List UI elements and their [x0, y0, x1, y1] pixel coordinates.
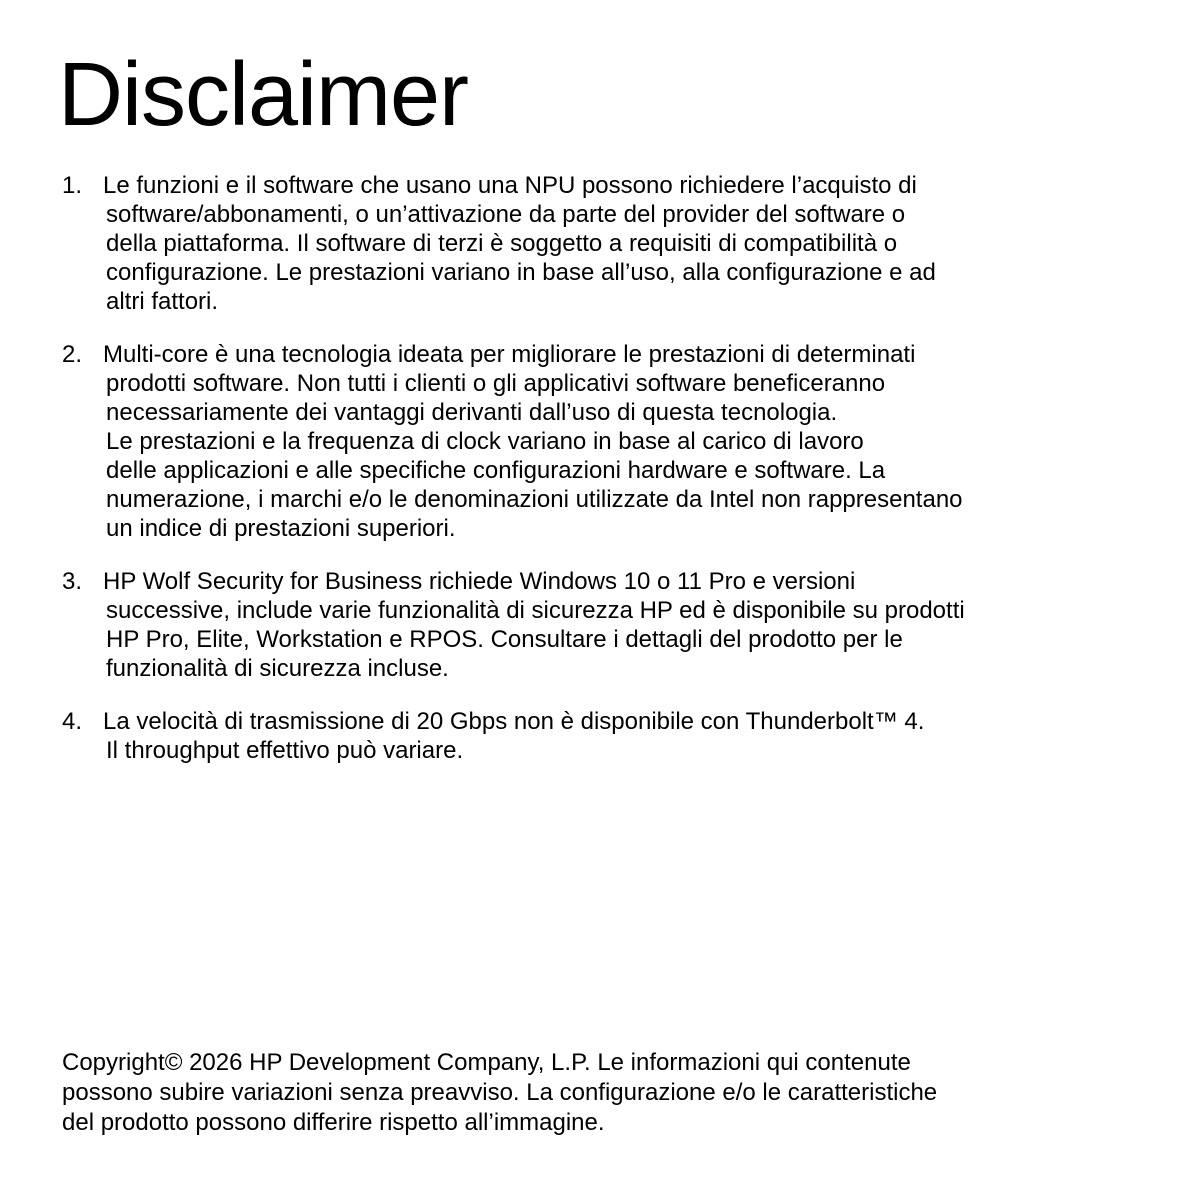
item-number: 4.	[62, 708, 83, 735]
disclaimer-list	[62, 171, 1162, 789]
item-text-line: delle applicazioni e alle specifiche configurazioni hardware e software. La	[106, 457, 886, 484]
copyright-footer	[62, 1048, 937, 1138]
item-text-line: altri fattori.	[106, 288, 219, 315]
disclaimer-item	[62, 567, 1162, 683]
item-text-line: HP Wolf Security for Business richiede Windows 10 o 11 Pro e versioni	[103, 568, 856, 595]
item-text-line: software/abbonamenti, o un’attivazione da parte del provider del software o	[106, 201, 906, 228]
item-text-line: della piattaforma. Il software di terzi è soggetto a requisiti di compatibilità o	[106, 230, 898, 257]
item-text-line: successive, include varie funzionalità di sicurezza HP ed è disponibile su prodotti	[106, 597, 965, 624]
disclaimer-item	[62, 340, 1162, 543]
item-text-line: configurazione. Le prestazioni variano in base all’uso, alla configurazione e ad	[106, 259, 936, 286]
item-text-line: Le funzioni e il software che usano una NPU possono richiedere l’acquisto di	[103, 172, 917, 199]
item-text-line: prodotti software. Non tutti i clienti o gli applicativi software beneficeranno	[106, 370, 886, 397]
item-text-line: numerazione, i marchi e/o le denominazioni utilizzate da Intel non rappresentano	[106, 486, 963, 513]
footer-text-line: del prodotto possono differire rispetto all’immagine.	[62, 1109, 605, 1136]
item-text-line: Il throughput effettivo può variare.	[106, 737, 464, 764]
disclaimer-item	[62, 707, 1162, 765]
item-number: 2.	[62, 341, 83, 368]
item-text-line: La velocità di trasmissione di 20 Gbps non è disponibile con Thunderbolt™ 4.	[103, 708, 925, 735]
footer-text-line: Copyright© 2026 HP Development Company, L.P. Le informazioni qui contenute	[62, 1049, 911, 1076]
page-title: Disclaimer	[58, 45, 469, 145]
item-number: 1.	[62, 172, 83, 199]
item-number: 3.	[62, 568, 83, 595]
footer-text-line: possono subire variazioni senza preavviso. La configurazione e/o le caratteristiche	[62, 1079, 938, 1106]
item-text-line: HP Pro, Elite, Workstation e RPOS. Consultare i dettagli del prodotto per le	[106, 626, 903, 653]
item-text-line: funzionalità di sicurezza incluse.	[106, 655, 449, 682]
item-text-line: Le prestazioni e la frequenza di clock variano in base al carico di lavoro	[106, 428, 864, 455]
item-text-line: necessariamente dei vantaggi derivanti dall’uso di questa tecnologia.	[106, 399, 838, 426]
item-text-line: un indice di prestazioni superiori.	[106, 515, 456, 542]
item-text-line: Multi-core è una tecnologia ideata per migliorare le prestazioni di determinati	[103, 341, 916, 368]
disclaimer-item	[62, 171, 1162, 316]
